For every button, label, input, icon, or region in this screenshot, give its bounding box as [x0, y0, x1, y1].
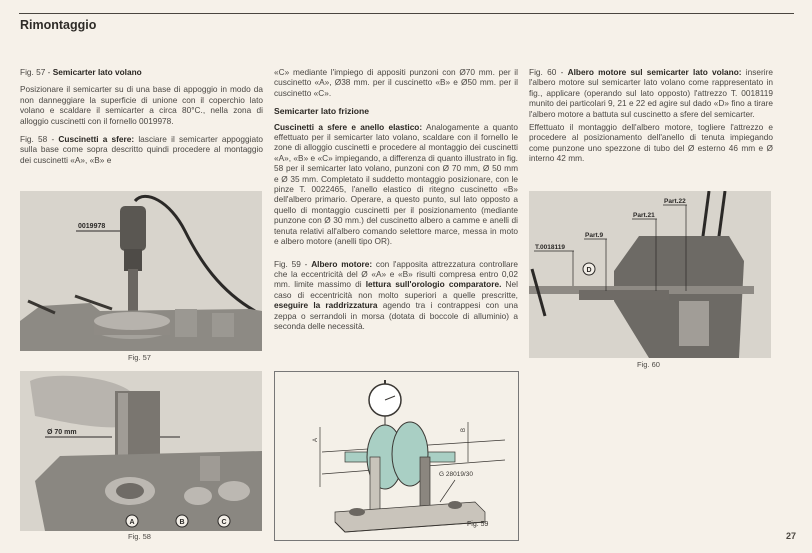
fig60-illustration — [529, 191, 771, 358]
page-number: 27 — [786, 531, 797, 541]
column-2 — [274, 67, 518, 339]
marker-a: A — [129, 519, 135, 526]
page-title: Rimontaggio — [20, 18, 97, 32]
fig58-illustration — [20, 371, 262, 531]
fig59-diagram — [274, 371, 519, 541]
header-rule — [19, 13, 794, 14]
fig59-illustration — [275, 372, 518, 540]
marker-c: C — [221, 519, 227, 526]
fig57-tool-label: 0019978 — [78, 223, 106, 230]
column-3 — [529, 67, 773, 172]
fig58-caption: Fig. 58 — [128, 532, 151, 541]
fig59-caption: Fig. 59 — [467, 521, 489, 528]
marker-d: D — [586, 267, 592, 274]
fig57-photo — [20, 191, 262, 351]
fig57-illustration — [20, 191, 262, 351]
fig59-tool-label: G 28019/30 — [439, 471, 473, 478]
part-9-label: Part.9 — [585, 232, 604, 239]
column-1 — [20, 67, 263, 173]
fig60-photo — [529, 191, 771, 358]
seal-paragraph: Effettuato il montaggio dell'albero motore, togliere l'attrezzo e procedere al posizionamento dell'anello di tenuta impiegando come punzone uno spezzone di tubo del Ø esterno 46 mm e Ø interno 42 mm. — [529, 122, 773, 164]
fig57-caption: Fig. 57 — [128, 353, 151, 362]
clutch-side-paragraph: Cuscinetti a sfere e anello elastico: Analogamente a quanto effettuato per il semicarter lato volano, scaldare con il fornello le zone di alloggio cuscinetti e procedere al montaggio dei cuscinetti «A», «B» e «C» impiegando, a differenza di quanto illustrato in fig. 58 per il semicarter lato volano, punzoni con Ø 70 mm, Ø 50 mm e Ø 35 mm. Completato il suddetto montaggio posizionare, con le pinze T. 0022465, l'anello elastico di ritegno cuscinetto «B» dell'albero primario. Operare, a questo punto, sul lato opposto a quello di montaggio cuscinetti per il posizionamento (mediante punzone con Ø 30 mm.) del cuscinetto albero a camme e anelli di tenuta relativi all'albero comando selettore marce, messa in moto e albero motore (anelli tipo OR). — [274, 121, 518, 247]
part-21-label: Part.21 — [633, 212, 655, 219]
marker-b: B — [179, 519, 185, 526]
section-heading: Semicarter lato frizione — [274, 106, 370, 117]
fig59-label-b: B — [461, 427, 467, 432]
bearings-continuation: «C» mediante l'impiego di appositi punzoni con Ø70 mm. per il cuscinetto «A», Ø38 mm. per il cuscinetto «B» e Ø50 mm. per il cuscinetto «C». — [274, 67, 518, 98]
fig58-photo — [20, 371, 262, 531]
part-22-label: Part.22 — [664, 198, 686, 205]
fig60-caption: Fig. 60 — [637, 360, 660, 369]
fig58-dim-label: Ø 70 mm — [47, 429, 77, 436]
fig57-heading: Fig. 57 - Semicarter lato volano — [20, 67, 142, 77]
fig60-paragraph: Fig. 60 - Albero motore sul semicarter lato volano: inserire l'albero motore sul semicarter lato volano come rappresentato in fig., applicare (operando sul lato opposto) l'attrezzo T. 0018119 munito dei particolari 9, 21 e 22 ed agire sul dado «D» fino a tirare l'albero motore a battuta sul cuscinetto a sfere del semicarter. — [529, 67, 774, 119]
fig58-paragraph: Fig. 58 - Cuscinetti a sfere: lasciare il semicarter appoggiato sulla base come sopra descritto quindi procedere al montaggio dei cuscinetti «A», «B» e — [20, 134, 263, 165]
fig59-label-a: A — [313, 437, 319, 442]
fig60-tool-label: T.0018119 — [535, 244, 566, 251]
fig57-paragraph: Posizionare il semicarter su di una base di appoggio in modo da non danneggiare la superficie di unione con il coperchio lato volano e scaldare il semicarter a circa 80°C., nella zona di alloggio cuscinetti con il fornello 0019978. — [20, 84, 263, 126]
fig59-paragraph: Fig. 59 - Albero motore: con l'apposita attrezzatura controllare che la eccentricità del Ø «A» e «B» risulti compresa entro 0,02 mm. limite massimo di lettura sull'orologio comparatore. Nel caso di eccentricità non molto superiori a quelle prescritte, eseguire la raddrizzatura agendo tra i contrappesi con una zeppa o serrandoli in morsa (dotata di boccole di alluminio) a seconda delle necessità. — [274, 258, 519, 331]
